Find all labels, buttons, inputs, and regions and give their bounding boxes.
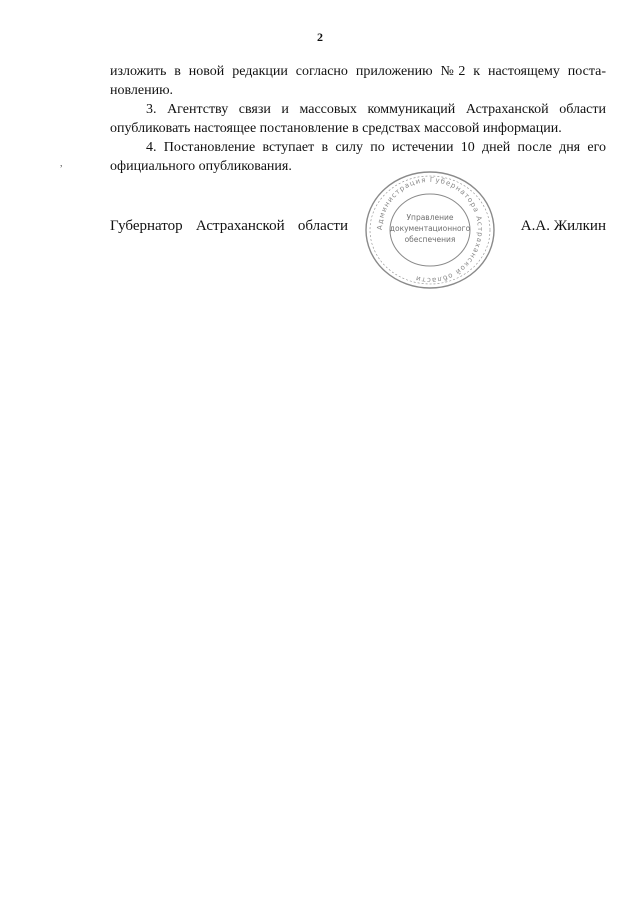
paragraph-1-line-2: новлению. xyxy=(110,83,174,98)
paragraph-2-line-2: опубликовать настоящее постановление в средствах массовой информации. xyxy=(110,121,562,136)
signature-title: Губернатор Астраханской области xyxy=(110,218,348,234)
seal-center-line-1: Управление xyxy=(406,213,454,222)
seal-center-line-2: документационного xyxy=(389,224,471,233)
paragraph-1-line-1: изложить в новой редакции согласно приложению №2 к настоящему поста- xyxy=(110,64,606,79)
official-seal-stamp xyxy=(360,168,500,292)
seal-center-line-3: обеспечения xyxy=(404,235,456,244)
scan-speck: , xyxy=(60,158,63,169)
paragraph-3-line-2: официального опубликования. xyxy=(110,159,292,174)
page-number: 2 xyxy=(317,30,323,44)
seal-ring-text-path: Администрация Губернатора Астраханской области xyxy=(375,175,485,285)
signature-name: А.А. Жилкин xyxy=(520,218,606,234)
paragraph-2-line-1: 3. Агентству связи и массовых коммуникаций Астраханской области xyxy=(146,102,606,117)
paragraph-3-line-1: 4. Постановление вступает в силу по истечении 10 дней после дня его xyxy=(146,140,606,155)
